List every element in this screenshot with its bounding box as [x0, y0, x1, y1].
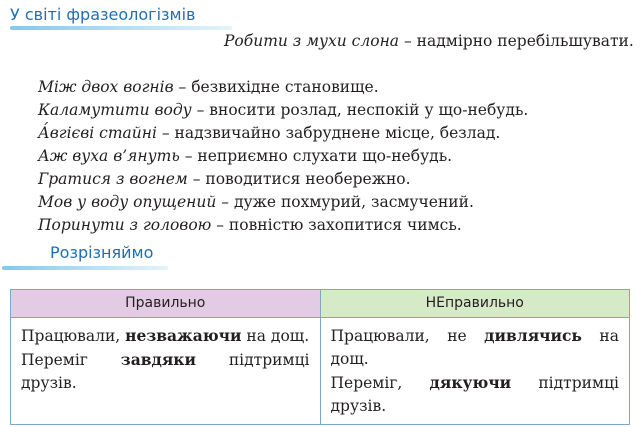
idiom-item: Каламутити воду – вносити розлад, неспокій у що-небудь. [38, 101, 529, 119]
incorrect-examples-cell [320, 318, 630, 425]
highlighted-word: незважаючи [125, 326, 242, 345]
idiom-meaning: неприємно слухати що-небудь. [197, 147, 453, 165]
idiom-meaning: поводитися необережно. [205, 170, 411, 188]
idiom-meaning: дуже похмурий, засмучений. [233, 193, 474, 211]
idiom-phrase: Робити з мухи слона [224, 32, 400, 50]
idiom-phrase: Аж вуха в’януть [38, 147, 180, 165]
example-sentence: Переміг, дякуючи підтримці друзів. [330, 373, 619, 415]
example-sentence: Працювали, не дивлячись на дощ. [330, 326, 619, 368]
section-heading-idioms [10, 5, 195, 24]
highlighted-word: завдяки [120, 350, 196, 369]
idiom-phrase: Мов у воду опущений [38, 193, 217, 211]
highlighted-word: дякуючи [429, 373, 512, 392]
highlighted-word: дивлячись [484, 326, 582, 345]
idiom-phrase: Між двох вогнів [38, 78, 174, 96]
idiom-meaning: надмірно перебільшувати. [416, 32, 634, 50]
idiom-item: Аж вуха в’януть – неприємно слухати що-небудь. [38, 147, 453, 165]
idiom-meaning: повністю захопитися чимсь. [228, 216, 462, 234]
correct-examples-cell [11, 318, 321, 425]
heading-idioms-text: У світі фразеологізмів [10, 5, 196, 24]
idiom-phrase: Поринути з головою [38, 216, 212, 234]
idiom-item: А́вгієві стайні – надзвичайно забруднене місце, безлад. [38, 124, 501, 142]
header-incorrect: НЕправильно [320, 290, 630, 318]
idiom-item: Між двох вогнів – безвихідне становище. [38, 78, 379, 96]
table-row [11, 318, 630, 425]
heading-distinguish-text: Розрізняймо [50, 243, 154, 262]
idiom-item: Поринути з головою – повністю захопитися чимсь. [38, 216, 462, 234]
header-correct: Правильно [11, 290, 321, 318]
table-header-row [11, 290, 630, 318]
idiom-item: Гратися з вогнем – поводитися необережно. [38, 170, 411, 188]
comparison-table [10, 289, 630, 425]
idiom-phrase: А́вгієві стайні [38, 124, 157, 142]
idiom-item: Робити з мухи слона – надмірно перебільшувати. [224, 32, 634, 50]
example-sentence: Переміг завдяки підтримці друзів. [21, 350, 310, 392]
idiom-meaning: надзвичайно забруднене місце, безлад. [174, 124, 501, 142]
section-heading-distinguish [50, 243, 153, 262]
heading-underline [10, 26, 232, 30]
heading-underline [2, 266, 168, 270]
example-sentence: Працювали, незважаючи на дощ. [21, 326, 310, 345]
idiom-meaning: вносити розлад, неспокій у що-небудь. [209, 101, 529, 119]
idiom-phrase: Гратися з вогнем [38, 170, 188, 188]
idiom-meaning: безвихідне становище. [191, 78, 379, 96]
idiom-item: Мов у воду опущений – дуже похмурий, засмучений. [38, 193, 474, 211]
idiom-phrase: Каламутити воду [38, 101, 192, 119]
